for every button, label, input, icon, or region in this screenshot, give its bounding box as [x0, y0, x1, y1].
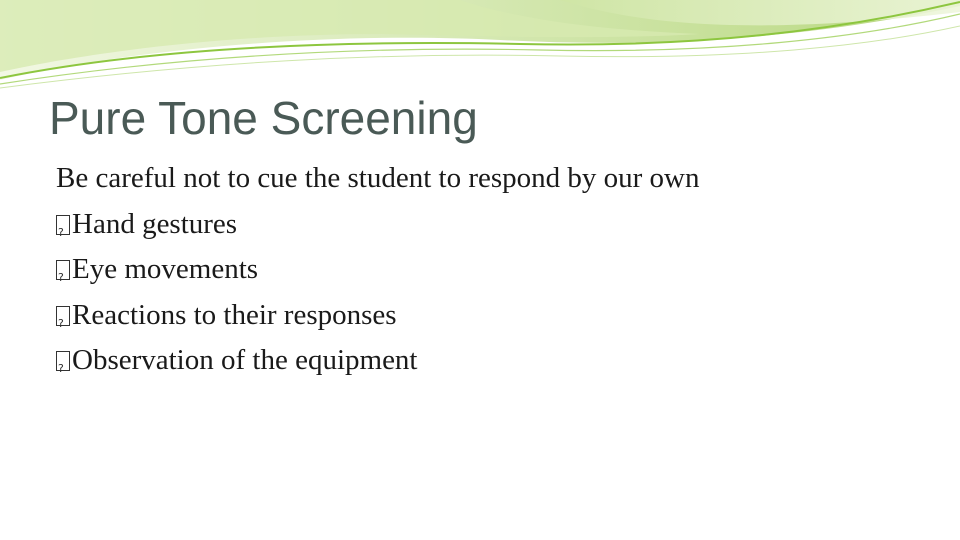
bullet-text: Eye movements: [72, 253, 259, 285]
slide-body: [56, 156, 936, 384]
bullet-item: [56, 338, 936, 384]
slide-title: Pure Tone Screening: [49, 92, 478, 144]
decorative-swoosh-header: [0, 0, 960, 100]
missing-glyph-icon: [56, 351, 70, 371]
missing-glyph-icon: [56, 306, 70, 326]
bullet-text: Hand gestures: [72, 207, 238, 240]
missing-glyph-icon: [56, 260, 70, 280]
bullet-item: [56, 202, 936, 248]
bullet-item: [56, 293, 936, 339]
bullet-item: [56, 247, 936, 293]
bullet-text: Observation of the equipment: [72, 344, 418, 376]
missing-glyph-icon: [56, 215, 70, 235]
bullet-text: Reactions to their responses: [72, 298, 397, 331]
intro-line: Be careful not to cue the student to respond by our own: [56, 162, 700, 194]
